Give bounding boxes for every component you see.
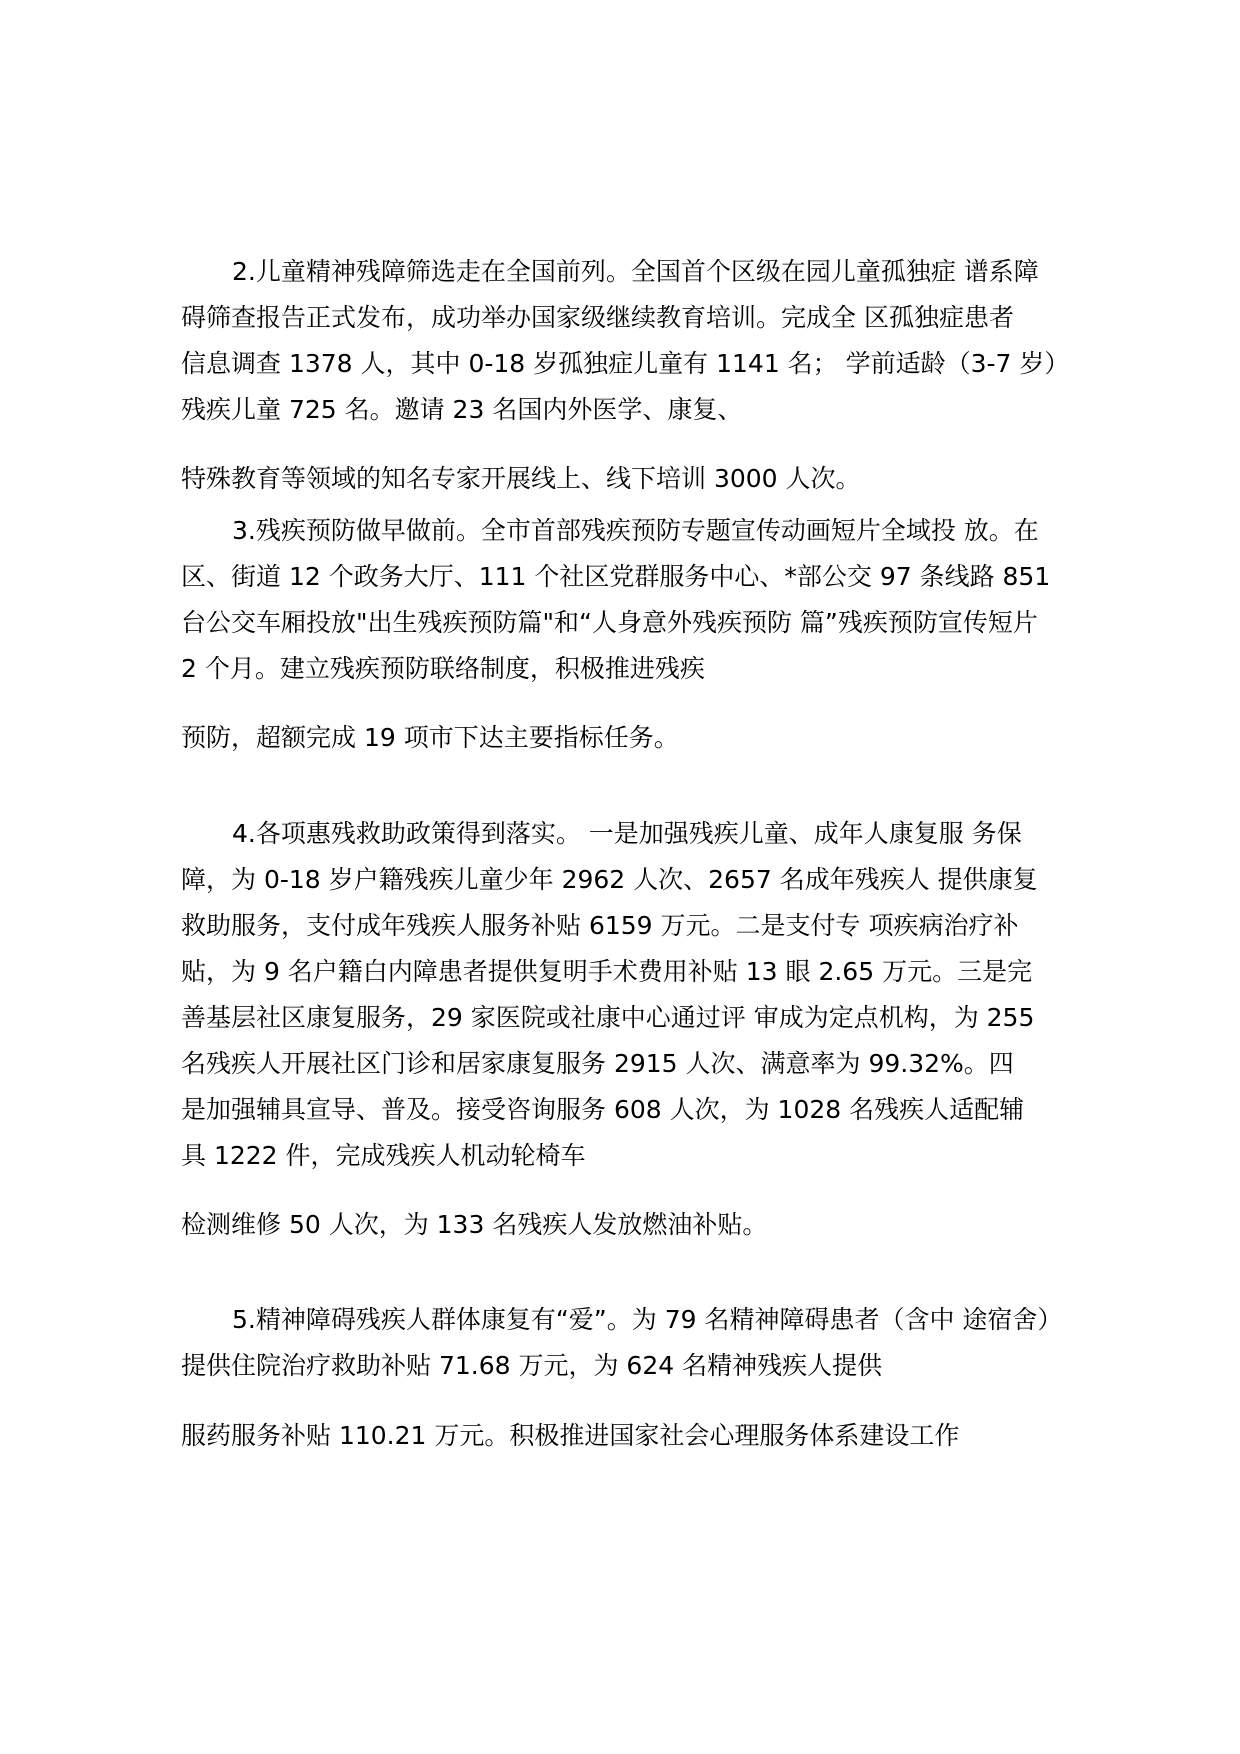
paragraph-2-line-2: 区、街道 12 个政务大厅、111 个社区党群服务中心、*部公交 97 条线路 851 [181,562,1051,591]
paragraph-2-line-3: 台公交车厢投放"出生残疾预防篇"和“人身意外残疾预防 篇”残疾预防宣传短片 [181,608,1038,637]
paragraph-2-line-1: 3.残疾预防做早做前。全市首部残疾预防专题宣传动画短片全域投 放。在 [232,516,1039,545]
paragraph-1-line-4: 残疾儿童 725 名。邀请 23 名国内外医学、康复、 [181,395,743,424]
paragraph-3-line-7: 是加强辅具宣导、普及。接受咨询服务 608 人次，为 1028 名残疾人适配辅 [181,1095,1025,1124]
paragraph-2-continuation: 预防，超额完成 19 项市下达主要指标任务。 [181,723,679,752]
paragraph-1-line-2: 碍筛查报告正式发布，成功举办国家级继续教育培训。完成全 区孤独症患者 [181,303,1014,332]
paragraph-3-line-2: 障，为 0-18 岁户籍残疾儿童少年 2962 人次、2657 名成年残疾人 提供康复 [181,865,1038,894]
paragraph-1-line-1: 2.儿童精神残障筛选走在全国前列。全国首个区级在园儿童孤独症 谱系障 [232,257,1039,286]
paragraph-2-line-4: 2 个月。建立残疾预防联络制度，积极推进残疾 [181,654,705,683]
paragraph-3-line-4: 贴，为 9 名户籍白内障患者提供复明手术费用补贴 13 眼 2.65 万元。三是完 [181,957,1033,986]
paragraph-3-line-6: 名残疾人开展社区门诊和居家康复服务 2915 人次、满意率为 99.32%。四 [181,1049,1014,1078]
paragraph-3-line-3: 救助服务，支付成年残疾人服务补贴 6159 万元。二是支付专 项疾病治疗补 [181,911,1019,940]
paragraph-3-line-1: 4.各项惠残救助政策得到落实。 一是加强残疾儿童、成年人康复服 务保 [232,819,1022,848]
paragraph-3-line-8: 具 1222 件，完成残疾人机动轮椅车 [181,1141,586,1170]
paragraph-3-continuation: 检测维修 50 人次，为 133 名残疾人发放燃油补贴。 [181,1210,768,1239]
paragraph-1-continuation: 特殊教育等领域的知名专家开展线上、线下培训 3000 人次。 [181,464,861,493]
paragraph-4-line-1: 5.精神障碍残疾人群体康复有“爱”。为 79 名精神障碍患者（含中 途宿舍） [232,1305,1063,1334]
paragraph-4-continuation: 服药服务补贴 110.21 万元。积极推进国家社会心理服务体系建设工作 [181,1421,960,1450]
paragraph-1-line-3: 信息调查 1378 人，其中 0-18 岁孤独症儿童有 1141 名； 学前适龄（3-7 岁） [181,349,1070,378]
paragraph-4-line-2: 提供住院治疗救助补贴 71.68 万元，为 624 名精神残疾人提供 [181,1351,883,1380]
paragraph-3-line-5: 善基层社区康复服务，29 家医院或社康中心通过评 审成为定点机构，为 255 [181,1003,1035,1032]
